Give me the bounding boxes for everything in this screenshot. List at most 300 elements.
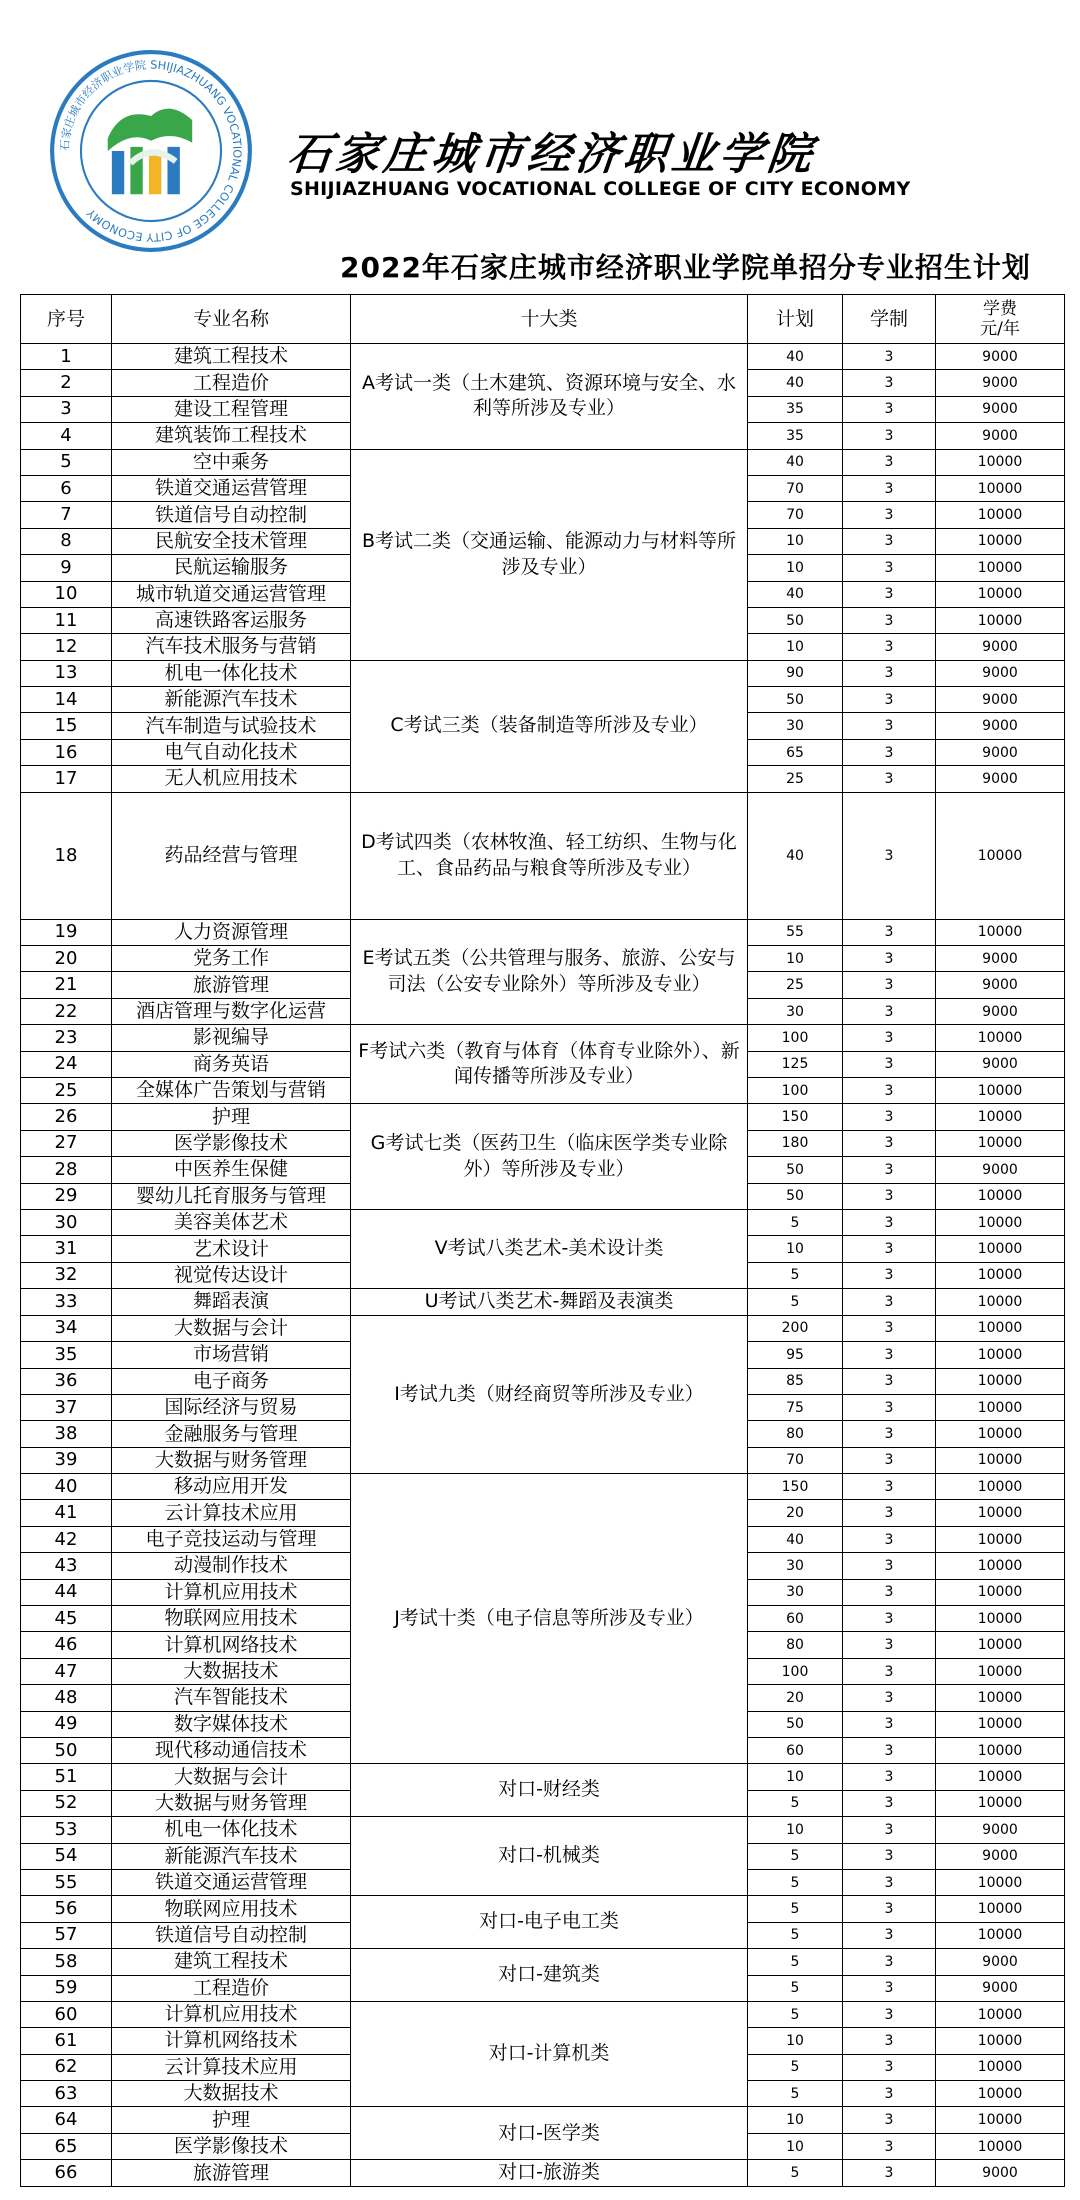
study-years: 3 — [843, 1843, 936, 1869]
study-years: 3 — [843, 1869, 936, 1895]
table-row — [21, 344, 1065, 370]
plan-count: 5 — [748, 2081, 843, 2107]
plan-count: 65 — [748, 739, 843, 765]
major-name: 城市轨道交通运营管理 — [112, 581, 351, 607]
table-row — [21, 792, 1065, 919]
tuition-fee: 9000 — [936, 1975, 1065, 2001]
exam-category: J考试十类（电子信息等所涉及专业） — [351, 1474, 748, 1764]
study-years: 3 — [843, 1183, 936, 1209]
table-row — [21, 2160, 1065, 2187]
major-name: 护理 — [112, 1104, 351, 1130]
major-name: 云计算技术应用 — [112, 2054, 351, 2080]
plan-count: 10 — [748, 1236, 843, 1262]
exam-category: U考试八类艺术-舞蹈及表演类 — [351, 1289, 748, 1316]
major-name: 视觉传达设计 — [112, 1262, 351, 1288]
plan-count: 25 — [748, 766, 843, 792]
plan-count: 35 — [748, 423, 843, 449]
major-name: 国际经济与贸易 — [112, 1394, 351, 1420]
study-years: 3 — [843, 1790, 936, 1816]
row-number: 63 — [21, 2081, 112, 2107]
tuition-fee: 10000 — [936, 475, 1065, 501]
major-name: 金融服务与管理 — [112, 1421, 351, 1447]
plan-count: 5 — [748, 1896, 843, 1922]
header-category: 十大类 — [351, 295, 748, 344]
tuition-fee: 10000 — [936, 502, 1065, 528]
study-years: 3 — [843, 713, 936, 739]
plan-count: 40 — [748, 792, 843, 919]
study-years: 3 — [843, 1104, 936, 1130]
plan-count: 30 — [748, 1553, 843, 1579]
plan-count: 150 — [748, 1104, 843, 1130]
study-years: 3 — [843, 1157, 936, 1183]
plan-count: 10 — [748, 1817, 843, 1843]
plan-count: 5 — [748, 1843, 843, 1869]
exam-category: 对口-旅游类 — [351, 2160, 748, 2187]
study-years: 3 — [843, 1896, 936, 1922]
tuition-fee: 10000 — [936, 607, 1065, 633]
row-number: 40 — [21, 1474, 112, 1500]
study-years: 3 — [843, 1764, 936, 1790]
tuition-fee: 10000 — [936, 1394, 1065, 1420]
plan-count: 10 — [748, 2028, 843, 2054]
study-years: 3 — [843, 1658, 936, 1684]
tuition-fee: 9000 — [936, 396, 1065, 422]
study-years: 3 — [843, 2160, 936, 2187]
exam-category: C考试三类（装备制造等所涉及专业） — [351, 660, 748, 792]
plan-count: 5 — [748, 2054, 843, 2080]
plan-count: 50 — [748, 1183, 843, 1209]
page-title: 2022年石家庄城市经济职业学院单招分专业招生计划 — [340, 251, 1031, 284]
table-row — [21, 1764, 1065, 1790]
row-number: 17 — [21, 766, 112, 792]
row-number: 65 — [21, 2133, 112, 2159]
major-name: 高速铁路客运服务 — [112, 607, 351, 633]
exam-category: 对口-建筑类 — [351, 1949, 748, 2002]
study-years: 3 — [843, 607, 936, 633]
major-name: 大数据与会计 — [112, 1315, 351, 1341]
major-name: 物联网应用技术 — [112, 1606, 351, 1632]
plan-count: 5 — [748, 2001, 843, 2027]
major-name: 工程造价 — [112, 1975, 351, 2001]
study-years: 3 — [843, 1526, 936, 1552]
study-years: 3 — [843, 739, 936, 765]
study-years: 3 — [843, 581, 936, 607]
row-number: 10 — [21, 581, 112, 607]
study-years: 3 — [843, 1342, 936, 1368]
major-name: 电子竞技运动与管理 — [112, 1526, 351, 1552]
tuition-fee: 9000 — [936, 1051, 1065, 1077]
major-name: 建筑工程技术 — [112, 344, 351, 370]
row-number: 47 — [21, 1658, 112, 1684]
college-name-en: SHIJIAZHUANG VOCATIONAL COLLEGE OF CITY ECONOMY — [290, 178, 911, 200]
plan-count: 40 — [748, 344, 843, 370]
row-number: 19 — [21, 919, 112, 945]
svg-text:石家庄城市经济职业学院 SHIJIAZHUANG VOCAT: 石家庄城市经济职业学院 SHIJIAZHUANG VOCATIONAL COLLEGE OF CITY ECONOMY — [57, 57, 245, 245]
tuition-fee: 10000 — [936, 1764, 1065, 1790]
row-number: 26 — [21, 1104, 112, 1130]
row-number: 29 — [21, 1183, 112, 1209]
row-number: 30 — [21, 1209, 112, 1235]
row-number: 52 — [21, 1790, 112, 1816]
header-no: 序号 — [21, 295, 112, 344]
plan-count: 50 — [748, 607, 843, 633]
major-name: 商务英语 — [112, 1051, 351, 1077]
major-name: 大数据与会计 — [112, 1764, 351, 1790]
study-years: 3 — [843, 2028, 936, 2054]
major-name: 医学影像技术 — [112, 1130, 351, 1156]
plan-count: 80 — [748, 1421, 843, 1447]
major-name: 中医养生保健 — [112, 1157, 351, 1183]
plan-count: 5 — [748, 1949, 843, 1975]
plan-count: 200 — [748, 1315, 843, 1341]
plan-count: 30 — [748, 998, 843, 1024]
study-years: 3 — [843, 1474, 936, 1500]
study-years: 3 — [843, 1394, 936, 1420]
tuition-fee: 10000 — [936, 1342, 1065, 1368]
study-years: 3 — [843, 1025, 936, 1051]
row-number: 15 — [21, 713, 112, 739]
tuition-fee: 9000 — [936, 634, 1065, 660]
exam-category: 对口-计算机类 — [351, 2001, 748, 2107]
tuition-fee: 10000 — [936, 1658, 1065, 1684]
tuition-fee: 10000 — [936, 1104, 1065, 1130]
plan-count: 150 — [748, 1474, 843, 1500]
study-years: 3 — [843, 2054, 936, 2080]
row-number: 54 — [21, 1843, 112, 1869]
row-number: 48 — [21, 1685, 112, 1711]
row-number: 42 — [21, 1526, 112, 1552]
plan-count: 20 — [748, 1685, 843, 1711]
tuition-fee: 10000 — [936, 1421, 1065, 1447]
exam-category: 对口-机械类 — [351, 1817, 748, 1896]
study-years: 3 — [843, 1315, 936, 1341]
tuition-fee: 10000 — [936, 1922, 1065, 1948]
row-number: 28 — [21, 1157, 112, 1183]
major-name: 新能源汽车技术 — [112, 1843, 351, 1869]
study-years: 3 — [843, 1421, 936, 1447]
tuition-fee: 10000 — [936, 1553, 1065, 1579]
plan-count: 70 — [748, 475, 843, 501]
major-name: 数字媒体技术 — [112, 1711, 351, 1737]
tuition-fee: 10000 — [936, 1368, 1065, 1394]
major-name: 铁道交通运营管理 — [112, 1869, 351, 1895]
row-number: 41 — [21, 1500, 112, 1526]
major-name: 艺术设计 — [112, 1236, 351, 1262]
major-name: 酒店管理与数字化运营 — [112, 998, 351, 1024]
row-number: 5 — [21, 449, 112, 475]
tuition-fee: 9000 — [936, 2160, 1065, 2187]
plan-count: 40 — [748, 1526, 843, 1552]
major-name: 移动应用开发 — [112, 1474, 351, 1500]
study-years: 3 — [843, 502, 936, 528]
enrollment-plan-table — [20, 294, 1065, 2187]
major-name: 医学影像技术 — [112, 2133, 351, 2159]
plan-count: 20 — [748, 1500, 843, 1526]
tuition-fee: 10000 — [936, 1896, 1065, 1922]
row-number: 12 — [21, 634, 112, 660]
study-years: 3 — [843, 1500, 936, 1526]
table-row — [21, 1104, 1065, 1130]
college-name-cn: 石家庄城市经济职业学院 — [284, 129, 819, 180]
plan-count: 40 — [748, 581, 843, 607]
major-name: 机电一体化技术 — [112, 660, 351, 686]
study-years: 3 — [843, 1975, 936, 2001]
plan-count: 125 — [748, 1051, 843, 1077]
major-name: 全媒体广告策划与营销 — [112, 1077, 351, 1103]
row-number: 33 — [21, 1289, 112, 1316]
table-row — [21, 919, 1065, 945]
study-years: 3 — [843, 1051, 936, 1077]
row-number: 57 — [21, 1922, 112, 1948]
study-years: 3 — [843, 2107, 936, 2133]
major-name: 现代移动通信技术 — [112, 1738, 351, 1764]
exam-category: F考试六类（教育与体育（体育专业除外）、新闻传播等所涉及专业） — [351, 1025, 748, 1104]
tuition-fee: 10000 — [936, 1447, 1065, 1473]
row-number: 45 — [21, 1606, 112, 1632]
header-fee-line1: 学费 — [983, 298, 1017, 319]
tuition-fee: 10000 — [936, 1077, 1065, 1103]
exam-category: G考试七类（医药卫生（临床医学类专业除外）等所涉及专业） — [351, 1104, 748, 1210]
study-years: 3 — [843, 2133, 936, 2159]
major-name: 药品经营与管理 — [112, 792, 351, 919]
exam-category: 对口-电子电工类 — [351, 1896, 748, 1949]
table-row — [21, 1474, 1065, 1500]
plan-count: 10 — [748, 634, 843, 660]
study-years: 3 — [843, 1209, 936, 1235]
plan-count: 5 — [748, 1975, 843, 2001]
study-years: 3 — [843, 634, 936, 660]
tuition-fee: 10000 — [936, 1236, 1065, 1262]
tuition-fee: 10000 — [936, 1685, 1065, 1711]
major-name: 婴幼儿托育服务与管理 — [112, 1183, 351, 1209]
plan-count: 40 — [748, 370, 843, 396]
study-years: 3 — [843, 919, 936, 945]
plan-count: 5 — [748, 1922, 843, 1948]
table-header-row — [21, 295, 1065, 344]
plan-count: 10 — [748, 946, 843, 972]
study-years: 3 — [843, 423, 936, 449]
major-name: 大数据技术 — [112, 1658, 351, 1684]
row-number: 59 — [21, 1975, 112, 2001]
study-years: 3 — [843, 792, 936, 919]
plan-count: 10 — [748, 2133, 843, 2159]
row-number: 37 — [21, 1394, 112, 1420]
study-years: 3 — [843, 998, 936, 1024]
row-number: 32 — [21, 1262, 112, 1288]
table-row — [21, 660, 1065, 686]
tuition-fee: 10000 — [936, 2054, 1065, 2080]
major-name: 大数据与财务管理 — [112, 1790, 351, 1816]
major-name: 大数据与财务管理 — [112, 1447, 351, 1473]
table-row — [21, 1949, 1065, 1975]
row-number: 8 — [21, 528, 112, 554]
exam-category: E考试五类（公共管理与服务、旅游、公安与司法（公安专业除外）等所涉及专业） — [351, 919, 748, 1025]
tuition-fee: 10000 — [936, 2028, 1065, 2054]
table-row — [21, 2001, 1065, 2027]
major-name: 党务工作 — [112, 946, 351, 972]
tuition-fee: 10000 — [936, 1315, 1065, 1341]
major-name: 舞蹈表演 — [112, 1289, 351, 1316]
tuition-fee: 9000 — [936, 423, 1065, 449]
study-years: 3 — [843, 1262, 936, 1288]
major-name: 民航运输服务 — [112, 555, 351, 581]
row-number: 11 — [21, 607, 112, 633]
major-name: 建设工程管理 — [112, 396, 351, 422]
plan-count: 10 — [748, 2107, 843, 2133]
study-years: 3 — [843, 1922, 936, 1948]
study-years: 3 — [843, 475, 936, 501]
tuition-fee: 10000 — [936, 1869, 1065, 1895]
study-years: 3 — [843, 555, 936, 581]
tuition-fee: 10000 — [936, 1606, 1065, 1632]
major-name: 大数据技术 — [112, 2081, 351, 2107]
row-number: 49 — [21, 1711, 112, 1737]
header-years: 学制 — [843, 295, 936, 344]
major-name: 民航安全技术管理 — [112, 528, 351, 554]
study-years: 3 — [843, 1738, 936, 1764]
tuition-fee: 9000 — [936, 660, 1065, 686]
major-name: 动漫制作技术 — [112, 1553, 351, 1579]
exam-category: I考试九类（财经商贸等所涉及专业） — [351, 1315, 748, 1473]
study-years: 3 — [843, 660, 936, 686]
plan-count: 70 — [748, 502, 843, 528]
header-plan: 计划 — [748, 295, 843, 344]
plan-count: 10 — [748, 528, 843, 554]
plan-count: 30 — [748, 1579, 843, 1605]
tuition-fee: 10000 — [936, 1711, 1065, 1737]
tuition-fee: 10000 — [936, 1790, 1065, 1816]
major-name: 云计算技术应用 — [112, 1500, 351, 1526]
plan-count: 90 — [748, 660, 843, 686]
study-years: 3 — [843, 1130, 936, 1156]
exam-category: 对口-财经类 — [351, 1764, 748, 1817]
plan-count: 60 — [748, 1606, 843, 1632]
study-years: 3 — [843, 687, 936, 713]
row-number: 9 — [21, 555, 112, 581]
plan-count: 75 — [748, 1394, 843, 1420]
tuition-fee: 10000 — [936, 1632, 1065, 1658]
major-name: 电气自动化技术 — [112, 739, 351, 765]
tuition-fee: 9000 — [936, 1157, 1065, 1183]
tuition-fee: 10000 — [936, 2081, 1065, 2107]
tuition-fee: 9000 — [936, 972, 1065, 998]
major-name: 铁道信号自动控制 — [112, 502, 351, 528]
exam-category: 对口-医学类 — [351, 2107, 748, 2160]
row-number: 2 — [21, 370, 112, 396]
study-years: 3 — [843, 2081, 936, 2107]
plan-count: 95 — [748, 1342, 843, 1368]
tuition-fee: 9000 — [936, 946, 1065, 972]
tuition-fee: 10000 — [936, 1526, 1065, 1552]
row-number: 38 — [21, 1421, 112, 1447]
table-row — [21, 2107, 1065, 2133]
major-name: 人力资源管理 — [112, 919, 351, 945]
major-name: 铁道交通运营管理 — [112, 475, 351, 501]
row-number: 27 — [21, 1130, 112, 1156]
row-number: 1 — [21, 344, 112, 370]
study-years: 3 — [843, 1289, 936, 1316]
row-number: 60 — [21, 2001, 112, 2027]
plan-count: 35 — [748, 396, 843, 422]
row-number: 3 — [21, 396, 112, 422]
row-number: 61 — [21, 2028, 112, 2054]
tuition-fee: 10000 — [936, 1474, 1065, 1500]
row-number: 18 — [21, 792, 112, 919]
major-name: 物联网应用技术 — [112, 1896, 351, 1922]
plan-count: 55 — [748, 919, 843, 945]
plan-count: 100 — [748, 1077, 843, 1103]
row-number: 64 — [21, 2107, 112, 2133]
exam-category: A考试一类（土木建筑、资源环境与安全、水利等所涉及专业） — [351, 344, 748, 450]
major-name: 美容美体艺术 — [112, 1209, 351, 1235]
header-fee-line2: 元/年 — [980, 319, 1020, 339]
row-number: 36 — [21, 1368, 112, 1394]
tuition-fee: 9000 — [936, 766, 1065, 792]
row-number: 58 — [21, 1949, 112, 1975]
table-row — [21, 1025, 1065, 1051]
table-row — [21, 1896, 1065, 1922]
tuition-fee: 10000 — [936, 1209, 1065, 1235]
study-years: 3 — [843, 1949, 936, 1975]
table-row — [21, 1315, 1065, 1341]
plan-count: 50 — [748, 1711, 843, 1737]
plan-count: 100 — [748, 1025, 843, 1051]
tuition-fee: 10000 — [936, 581, 1065, 607]
tuition-fee: 10000 — [936, 555, 1065, 581]
tuition-fee: 10000 — [936, 2133, 1065, 2159]
plan-count: 50 — [748, 687, 843, 713]
row-number: 22 — [21, 998, 112, 1024]
major-name: 无人机应用技术 — [112, 766, 351, 792]
major-name: 汽车技术服务与营销 — [112, 634, 351, 660]
row-number: 16 — [21, 739, 112, 765]
study-years: 3 — [843, 1579, 936, 1605]
plan-count: 85 — [748, 1368, 843, 1394]
tuition-fee: 9000 — [936, 344, 1065, 370]
study-years: 3 — [843, 1553, 936, 1579]
tuition-fee: 10000 — [936, 1183, 1065, 1209]
study-years: 3 — [843, 946, 936, 972]
study-years: 3 — [843, 396, 936, 422]
study-years: 3 — [843, 1817, 936, 1843]
study-years: 3 — [843, 370, 936, 396]
exam-category: B考试二类（交通运输、能源动力与材料等所涉及专业） — [351, 449, 748, 660]
row-number: 4 — [21, 423, 112, 449]
tuition-fee: 10000 — [936, 1289, 1065, 1316]
major-name: 工程造价 — [112, 370, 351, 396]
tuition-fee: 10000 — [936, 1262, 1065, 1288]
major-name: 电子商务 — [112, 1368, 351, 1394]
row-number: 25 — [21, 1077, 112, 1103]
plan-count: 40 — [748, 449, 843, 475]
tuition-fee: 10000 — [936, 1579, 1065, 1605]
table-row — [21, 1289, 1065, 1316]
major-name: 新能源汽车技术 — [112, 687, 351, 713]
major-name: 护理 — [112, 2107, 351, 2133]
major-name: 市场营销 — [112, 1342, 351, 1368]
row-number: 51 — [21, 1764, 112, 1790]
study-years: 3 — [843, 449, 936, 475]
college-logo — [48, 48, 254, 254]
row-number: 55 — [21, 1869, 112, 1895]
study-years: 3 — [843, 1447, 936, 1473]
row-number: 24 — [21, 1051, 112, 1077]
major-name: 影视编导 — [112, 1025, 351, 1051]
major-name: 空中乘务 — [112, 449, 351, 475]
row-number: 21 — [21, 972, 112, 998]
major-name: 旅游管理 — [112, 972, 351, 998]
study-years: 3 — [843, 1711, 936, 1737]
